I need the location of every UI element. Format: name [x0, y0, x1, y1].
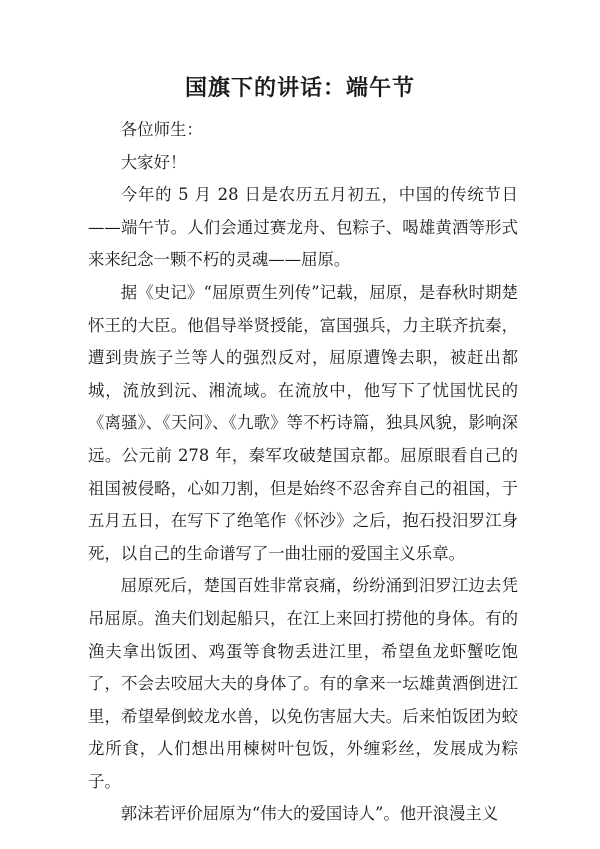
- paragraph-4: 郭沫若评价屈原为“伟大的爱国诗人”。他开浪漫主义: [120, 804, 499, 824]
- paragraph-1: 今年的 5 月 28 日是农历五月初五，中国的传统节日——端午节。人们会通过赛龙舟、包粽子、喝雄黄酒等形式来来纪念一颗不朽的灵魂——屈原。: [88, 185, 518, 270]
- paragraph-3: 屈原死后，楚国百姓非常哀痛，纷纷涌到汨罗江边去凭吊屈原。渔夫们划起船只，在江上来回打捞他的身体。有的渔夫拿出饭团、鸡蛋等食物丢进江里，希望鱼龙虾蟹吃饱了，不会去咬屈大夫的身体了。有的拿来一坛雄黄酒倒进江里，希望晕倒蛟龙水兽，以免伤害屈大夫。后来怕饭团为蛟龙所食，人们想出用楝树叶包饭，外缠彩丝，发展成为粽子。: [88, 576, 518, 791]
- paragraph-2: 据《史记》“屈原贾生列传”记载，屈原，是春秋时期楚怀王的大臣。他倡导举贤授能，富国强兵，力主联齐抗秦，遭到贵族子兰等人的强烈反对，屈原遭馋去职，被赶出都城，流放到沅、湘流域。在流放中，他写下了忧国忧民的《离骚》、《天问》、《九歌》等不朽诗篇，独具风貌，影响深远。公元前 278 年，秦军攻破楚国京都。屈原眼看自己的祖国被侵略，心如刀割，但是始终不忍舍弃自己的祖国，于五月五日，在写下了绝笔作《怀沙》之后，抱石投汨罗江身死，以自己的生命谱写了一曲壮丽的爱国主义乐章。: [88, 282, 518, 563]
- document-title: 国旗下的讲话：端午节: [184, 75, 415, 101]
- document-body: [88, 114, 518, 831]
- greeting: 大家好！: [120, 152, 187, 172]
- salutation: 各位师生：: [120, 120, 203, 139]
